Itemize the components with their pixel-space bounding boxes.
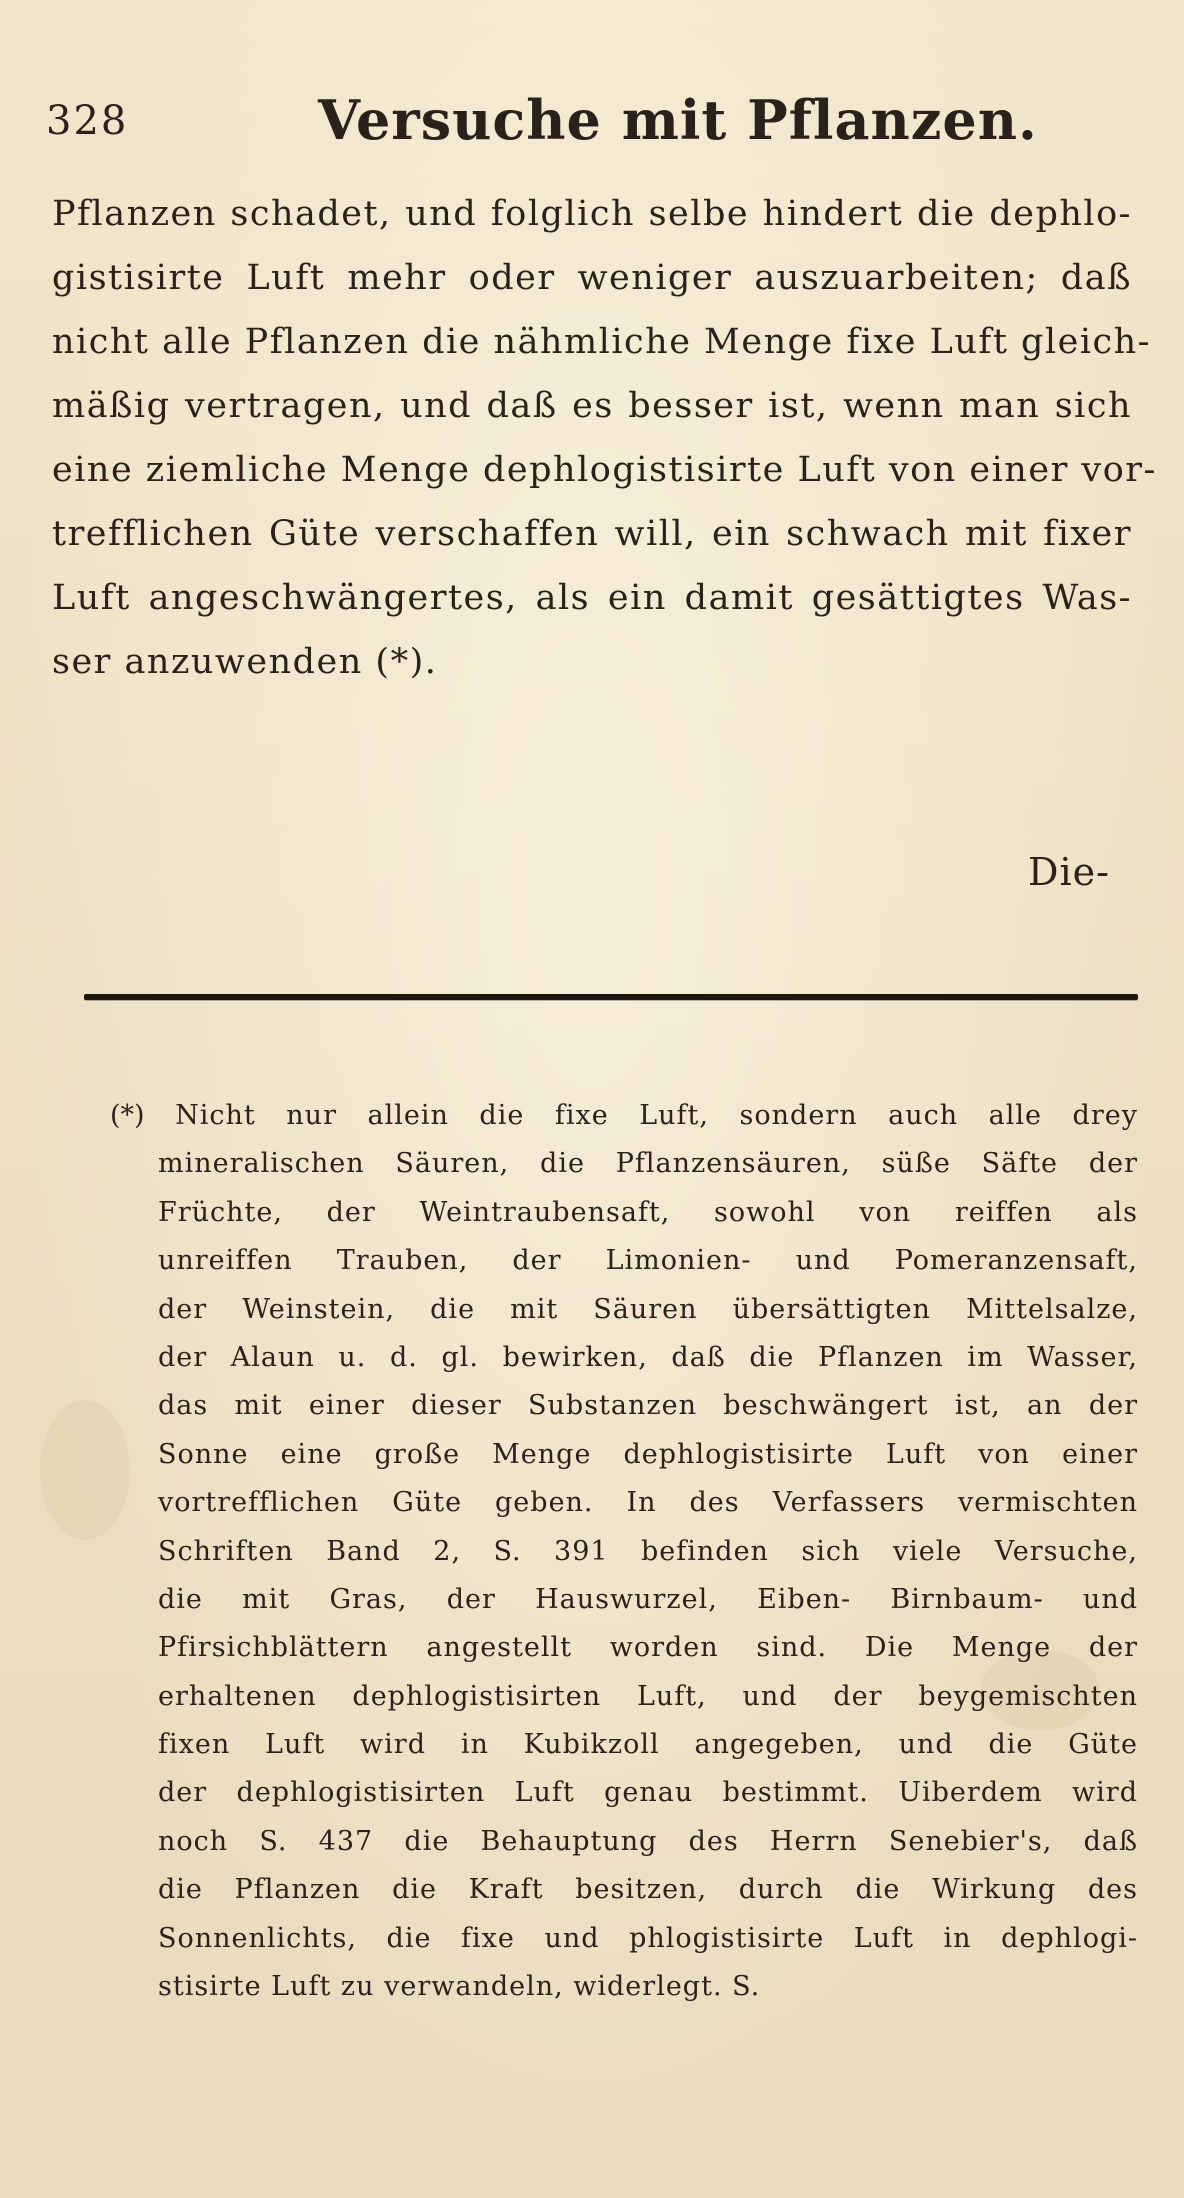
footnote-line: mineralischen Säuren, die Pflanzensäuren, süße Säfte der (158, 1148, 1138, 1180)
footnote-rule (84, 994, 1138, 1000)
text-line: Luft angeschwängertes, als ein damit gesättigtes Was- (52, 578, 1132, 618)
footnote-line: unreiffen Trauben, der Limonien- und Pomeranzensaft, (158, 1245, 1138, 1277)
footnote-line: stisirte Luft zu verwandeln, widerlegt. S. (158, 1971, 761, 2003)
footnote-line (110, 1092, 1138, 1140)
footnote-line: der dephlogistisirten Luft genau bestimmt. Uiberdem wird (158, 1777, 1138, 1809)
footnote-line: Früchte, der Weintraubensaft, sowohl von reiffen als (158, 1196, 1138, 1228)
text-line: trefflichen Güte verschaffen will, ein schwach mit fixer (52, 514, 1132, 554)
text-line: nicht alle Pflanzen die nähmliche Menge fixe Luft gleich- (52, 322, 1151, 362)
footnote-line: das mit einer dieser Substanzen beschwängert ist, an der (158, 1390, 1138, 1422)
footnote-line: Schriften Band 2, S. 391 befinden sich viele Versuche, (158, 1535, 1138, 1567)
catchword: Die- (1028, 850, 1110, 894)
footnote-marker: (*) (110, 1100, 145, 1131)
paper-stain (40, 1400, 130, 1540)
footnote-line: Sonne eine große Menge dephlogistisirte Luft von einer (158, 1438, 1138, 1470)
running-head (46, 88, 1146, 158)
text-line: Pflanzen schadet, und folglich selbe hindert die dephlo- (52, 194, 1132, 234)
text-line: gistisirte Luft mehr oder weniger auszuarbeiten; daß (52, 258, 1132, 298)
footnote-text: Nicht nur allein die fixe Luft, sondern auch alle drey (175, 1100, 1138, 1131)
footnote-line: Pfirsichblättern angestellt worden sind. Die Menge der (158, 1632, 1138, 1664)
text-line: ser anzuwenden (*). (52, 642, 438, 682)
footnote-line: die mit Gras, der Hauswurzel, Eiben- Birnbaum- und (158, 1583, 1138, 1615)
footnote-line: fixen Luft wird in Kubikzoll angegeben, und die Güte (158, 1729, 1138, 1761)
page-title: Versuche mit Pflanzen. (318, 88, 1038, 152)
footnote-line: der Weinstein, die mit Säuren übersättigten Mittelsalze, (158, 1293, 1138, 1325)
footnote-line: Sonnenlichts, die fixe und phlogistisirte Luft in dephlogi- (158, 1922, 1138, 1954)
text-line: mäßig vertragen, und daß es besser ist, wenn man sich (52, 386, 1132, 426)
text-line: eine ziemliche Menge dephlogistisirte Luft von einer vor- (52, 450, 1157, 490)
main-text-block (52, 182, 1157, 694)
footnote-line: vortrefflichen Güte geben. In des Verfassers vermischten (158, 1487, 1138, 1519)
footnote-block (110, 1092, 1138, 2011)
footnote-line: noch S. 437 die Behauptung des Herrn Senebier's, daß (158, 1825, 1138, 1857)
footnote-line: erhaltenen dephlogistisirten Luft, und der beygemischten (158, 1680, 1138, 1712)
footnote-line: die Pflanzen die Kraft besitzen, durch die Wirkung des (158, 1874, 1138, 1906)
footnote-line: der Alaun u. d. gl. bewirken, daß die Pflanzen im Wasser, (158, 1341, 1138, 1373)
page-number: 328 (46, 98, 129, 144)
